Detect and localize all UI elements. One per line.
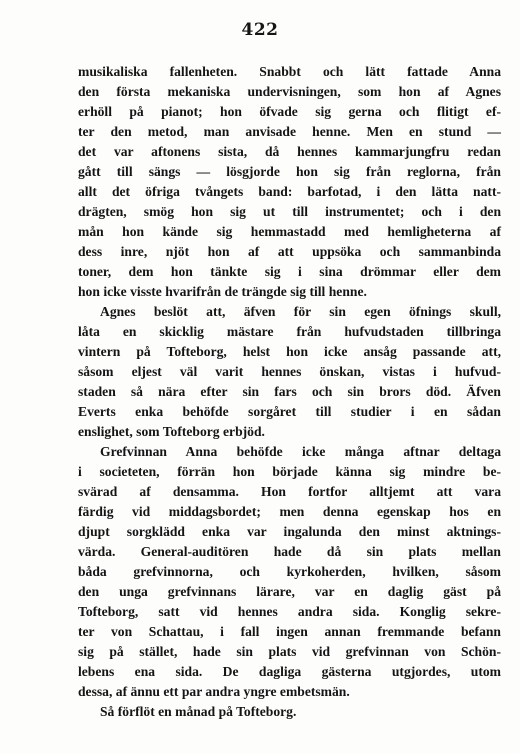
text-line: Everts enka behöfde sorgåret till studier i en sådan (78, 404, 501, 419)
body-text (78, 62, 501, 722)
paragraph (78, 62, 501, 302)
text-line: gått till sängs — lösgjorde hon sig från reglorna, från (78, 164, 501, 179)
text-line: sig på stället, hade sin plats vid grefvinnan von Schön- (78, 644, 501, 659)
text-line: mån hon kände sig hemmastadd med hemligheterna af (78, 224, 501, 239)
text-line: svärad af densamma. Hon fortfor alltjemt att vara (78, 484, 501, 499)
text-line: staden så nära efter sin fars och sin brors död. Äfven (78, 384, 501, 399)
text-line: ter den metod, man anvisade henne. Men en stund — (78, 124, 501, 139)
page-number: 422 (241, 20, 279, 40)
text-line: drägten, smög hon sig ut till instrumentet; och i den (78, 204, 501, 219)
text-line: Tofteborg, satt vid hennes andra sida. Konglig sekre- (78, 604, 501, 619)
text-line: musikaliska fallenheten. Snabbt och lätt fattade Anna (78, 64, 501, 79)
text-line: värda. General-auditören hade då sin plats mellan (78, 544, 501, 559)
text-line: i societeten, förrän hon började känna sig mindre be- (78, 464, 501, 479)
text-line: erhöll på pianot; hon öfvade sig gerna och flitigt ef- (78, 104, 501, 119)
text-line: dessa, af ännu ett par andra yngre embetsmän. (78, 684, 350, 699)
text-line: det var aftonens sista, då hennes kammarjungfru redan (78, 144, 501, 159)
text-line: färdig vid middagsbordet; men denna egenskap hos en (78, 504, 501, 519)
text-line: djupt sorgklädd enka var ingalunda den minst aktnings- (78, 524, 501, 539)
text-line: enslighet, som Tofteborg erbjöd. (78, 424, 265, 439)
text-line: hon icke visste hvarifrån de trängde sig till henne. (78, 284, 367, 299)
text-line: vintern på Tofteborg, helst hon icke ansåg passande att, (78, 344, 501, 359)
text-line: Agnes beslöt att, äfven för sin egen öfnings skull, (100, 304, 501, 319)
text-line: toner, dem hon tänkte sig i sina drömmar eller dem (78, 264, 501, 279)
text-line: låta en skicklig mästare från hufvudstaden tillbringa (78, 324, 501, 339)
text-line: såsom eljest väl varit hennes önskan, vistas i hufvud- (78, 364, 501, 379)
paragraph (78, 302, 501, 442)
paragraph (78, 702, 501, 722)
text-line: allt det öfriga tvångets band: barfotad, i den lätta natt- (78, 184, 501, 199)
paragraph (78, 442, 501, 702)
text-line: Grefvinnan Anna behöfde icke många aftnar deltaga (100, 444, 501, 459)
text-line: Så förflöt en månad på Tofteborg. (100, 704, 297, 719)
text-line: den unga grefvinnans lärare, var en daglig gäst på (78, 584, 501, 599)
text-line: den första mekaniska undervisningen, som hon af Agnes (78, 84, 501, 99)
text-line: ter von Schattau, i fall ingen annan fremmande befann (78, 624, 501, 639)
text-line: dess inre, njöt hon af att uppsöka och sammanbinda (78, 244, 501, 259)
text-line: lebens ena sida. De dagliga gästerna utgjordes, utom (78, 664, 501, 679)
text-line: båda grefvinnorna, och kyrkoherden, hvilken, såsom (78, 564, 501, 579)
